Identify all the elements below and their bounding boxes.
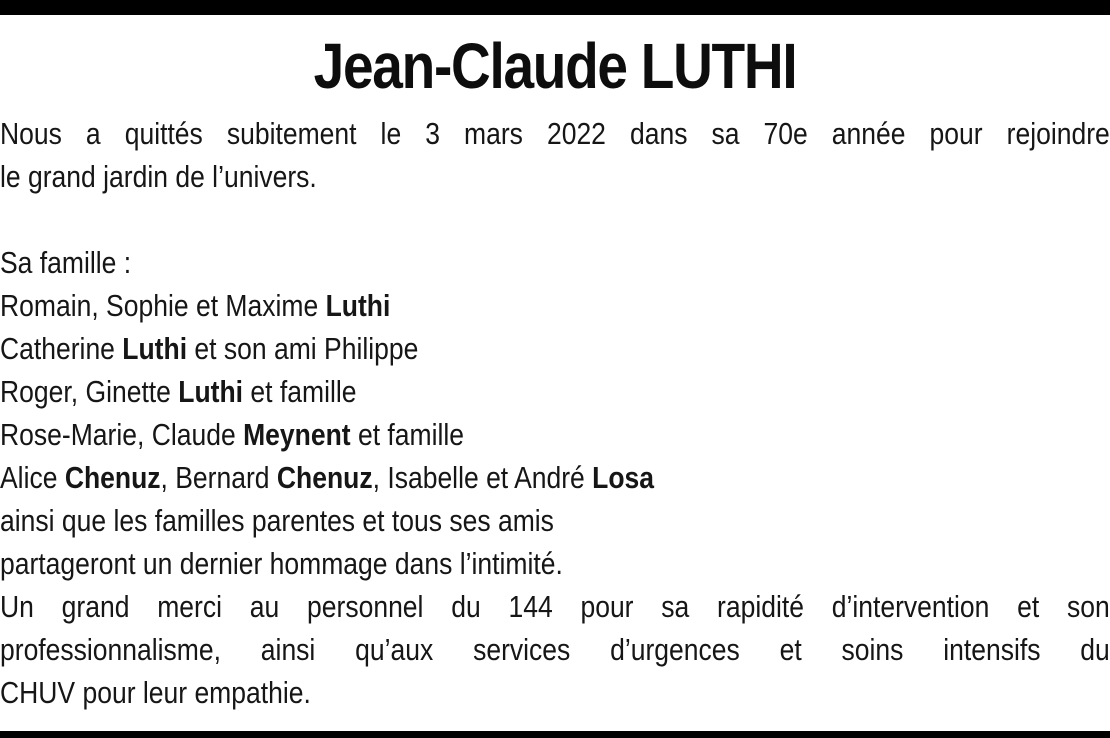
family-line — [0, 327, 1110, 370]
family-names: , Bernard — [160, 460, 277, 495]
family-suffix: et famille — [350, 417, 465, 452]
thanks-line-1: Un grand merci au personnel du 144 pour sa rapidité d’intervention et son — [0, 589, 1110, 624]
family-surname: Luthi — [178, 374, 244, 409]
intro-line-2: le grand jardin de l’univers. — [0, 159, 317, 194]
family-heading: Sa famille : — [0, 245, 132, 280]
family-line — [0, 413, 1110, 456]
family-names: Catherine — [0, 331, 123, 366]
family-names: , Isabelle et André — [372, 460, 593, 495]
family-surname: Luthi — [325, 288, 391, 323]
family-suffix: et son ami Philippe — [187, 331, 419, 366]
closing-line-1: ainsi que les familles parentes et tous ses amis — [0, 503, 554, 538]
family-names: Rose-Marie, Claude — [0, 417, 244, 452]
notice-body — [0, 112, 1110, 714]
family-names: Roger, Ginette — [0, 374, 179, 409]
intro-line-1: Nous a quittés subitement le 3 mars 2022 dans sa 70e année pour rejoindre — [0, 116, 1110, 151]
family-names: Alice — [0, 460, 65, 495]
family-suffix: et famille — [243, 374, 357, 409]
family-line — [0, 370, 1110, 413]
family-line-chenuz — [0, 456, 1110, 499]
thanks-line-2: professionnalisme, ainsi qu’aux services d’urgences et soins intensifs du — [0, 632, 1110, 667]
closing-line-2: partageront un dernier hommage dans l’intimité. — [0, 546, 563, 581]
paragraph-spacer — [0, 198, 1110, 241]
family-names: Romain, Sophie et Maxime — [0, 288, 326, 323]
family-surname: Chenuz — [276, 460, 373, 495]
family-surname: Losa — [592, 460, 655, 495]
top-border — [0, 0, 1110, 15]
family-line — [0, 284, 1110, 327]
thanks-line-3: CHUV pour leur empathie. — [0, 675, 311, 710]
family-surname: Chenuz — [64, 460, 161, 495]
bottom-border — [0, 731, 1110, 738]
family-surname: Meynent — [243, 417, 351, 452]
deceased-name: Jean-Claude LUTHI — [313, 30, 797, 102]
family-surname: Luthi — [122, 331, 188, 366]
